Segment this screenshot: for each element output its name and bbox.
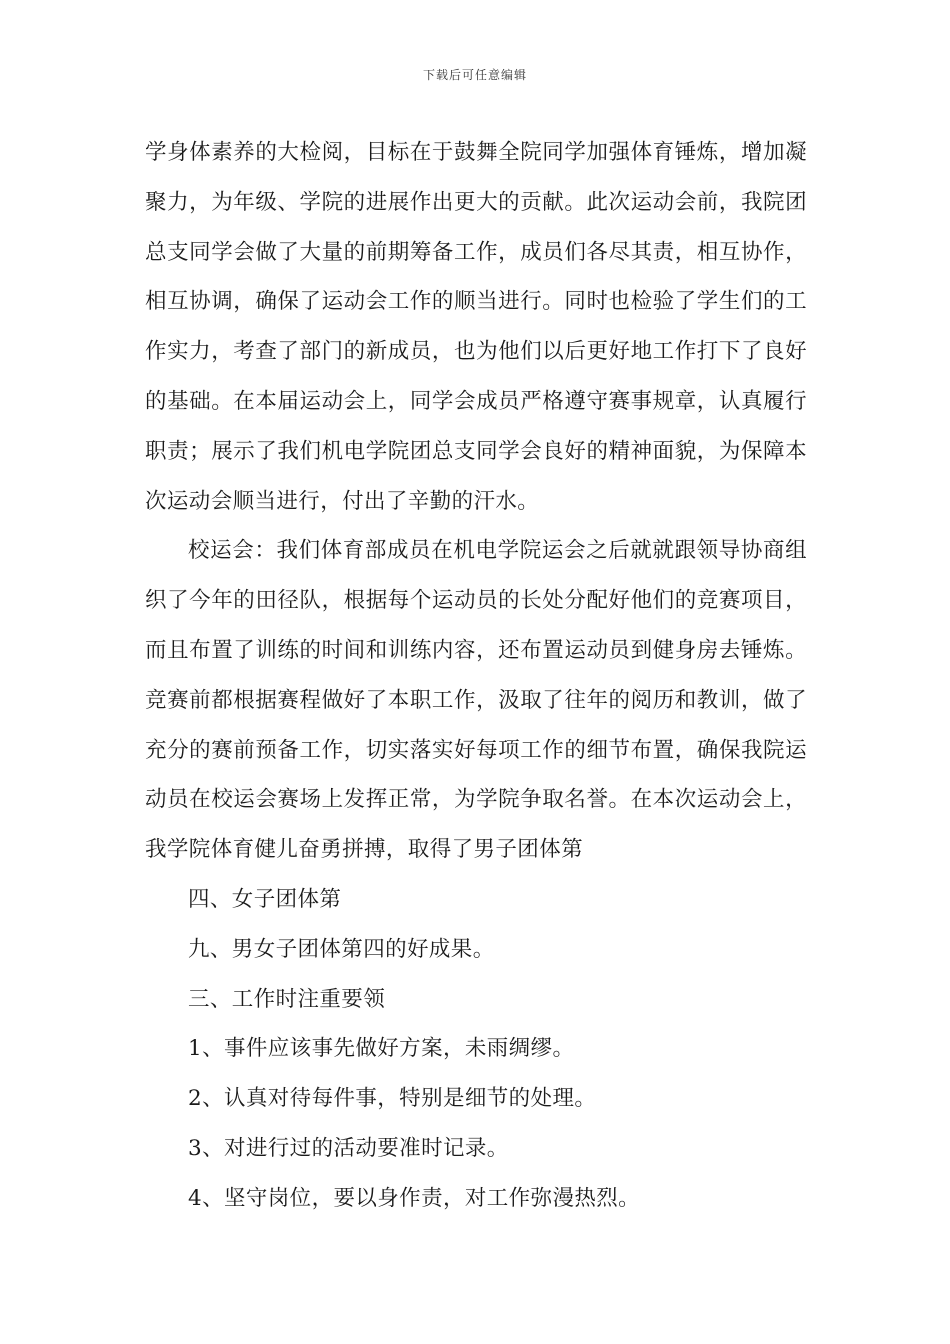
document-body [145, 128, 807, 1224]
paragraph-women-team: 四、女子团体第 [188, 886, 342, 912]
paragraph-sports-meet-review: 学身体素养的大检阅，目标在于鼓舞全院同学加强体育锤炼，增加凝聚力，为年级、学院的进展作出更大的贡献。此次运动会前，我院团总支同学会做了大量的前期筹备工作，成员们各尽其责，相互协作，相互协调，确保了运动会工作的顺当进行。同时也检验了学生们的工作实力，考查了部门的新成员，也为他们以后更好地工作打下了良好的基础。在本届运动会上，同学会成员严格遵守赛事规章，认真履行职责；展示了我们机电学院团总支同学会良好的精神面貌，为保障本次运动会顺当进行，付出了辛勤的汗水。 [145, 140, 807, 514]
section-heading-work-essentials: 三、工作时注重要领 [188, 986, 386, 1012]
paragraph-school-games: 校运会：我们体育部成员在机电学院运会之后就就跟领导协商组织了今年的田径队，根据每个运动员的长处分配好他们的竞赛项目，而且布置了训练的时间和训练内容，还布置运动员到健身房去锤炼。竞赛前都根据赛程做好了本职工作，汲取了往年的阅历和教训，做了充分的赛前预备工作，切实落实好每项工作的细节布置，确保我院运动员在校运会赛场上发挥正常，为学院争取名誉。在本次运动会上，我学院体育健儿奋勇拼搏，取得了男子团体第 [145, 538, 807, 863]
list-item-3: 3、对进行过的活动要准时记录。 [188, 1135, 509, 1161]
page-header-note: 下载后可任意编辑 [422, 68, 527, 82]
list-item-4: 4、坚守岗位，要以身作责，对工作弥漫热烈。 [188, 1185, 641, 1211]
paragraph-mixed-team: 九、男女子团体第四的好成果。 [188, 936, 495, 962]
list-item-2: 2、认真对待每件事，特别是细节的处理。 [188, 1086, 597, 1112]
list-item-1: 1、事件应该事先做好方案，未雨绸缪。 [188, 1036, 575, 1062]
